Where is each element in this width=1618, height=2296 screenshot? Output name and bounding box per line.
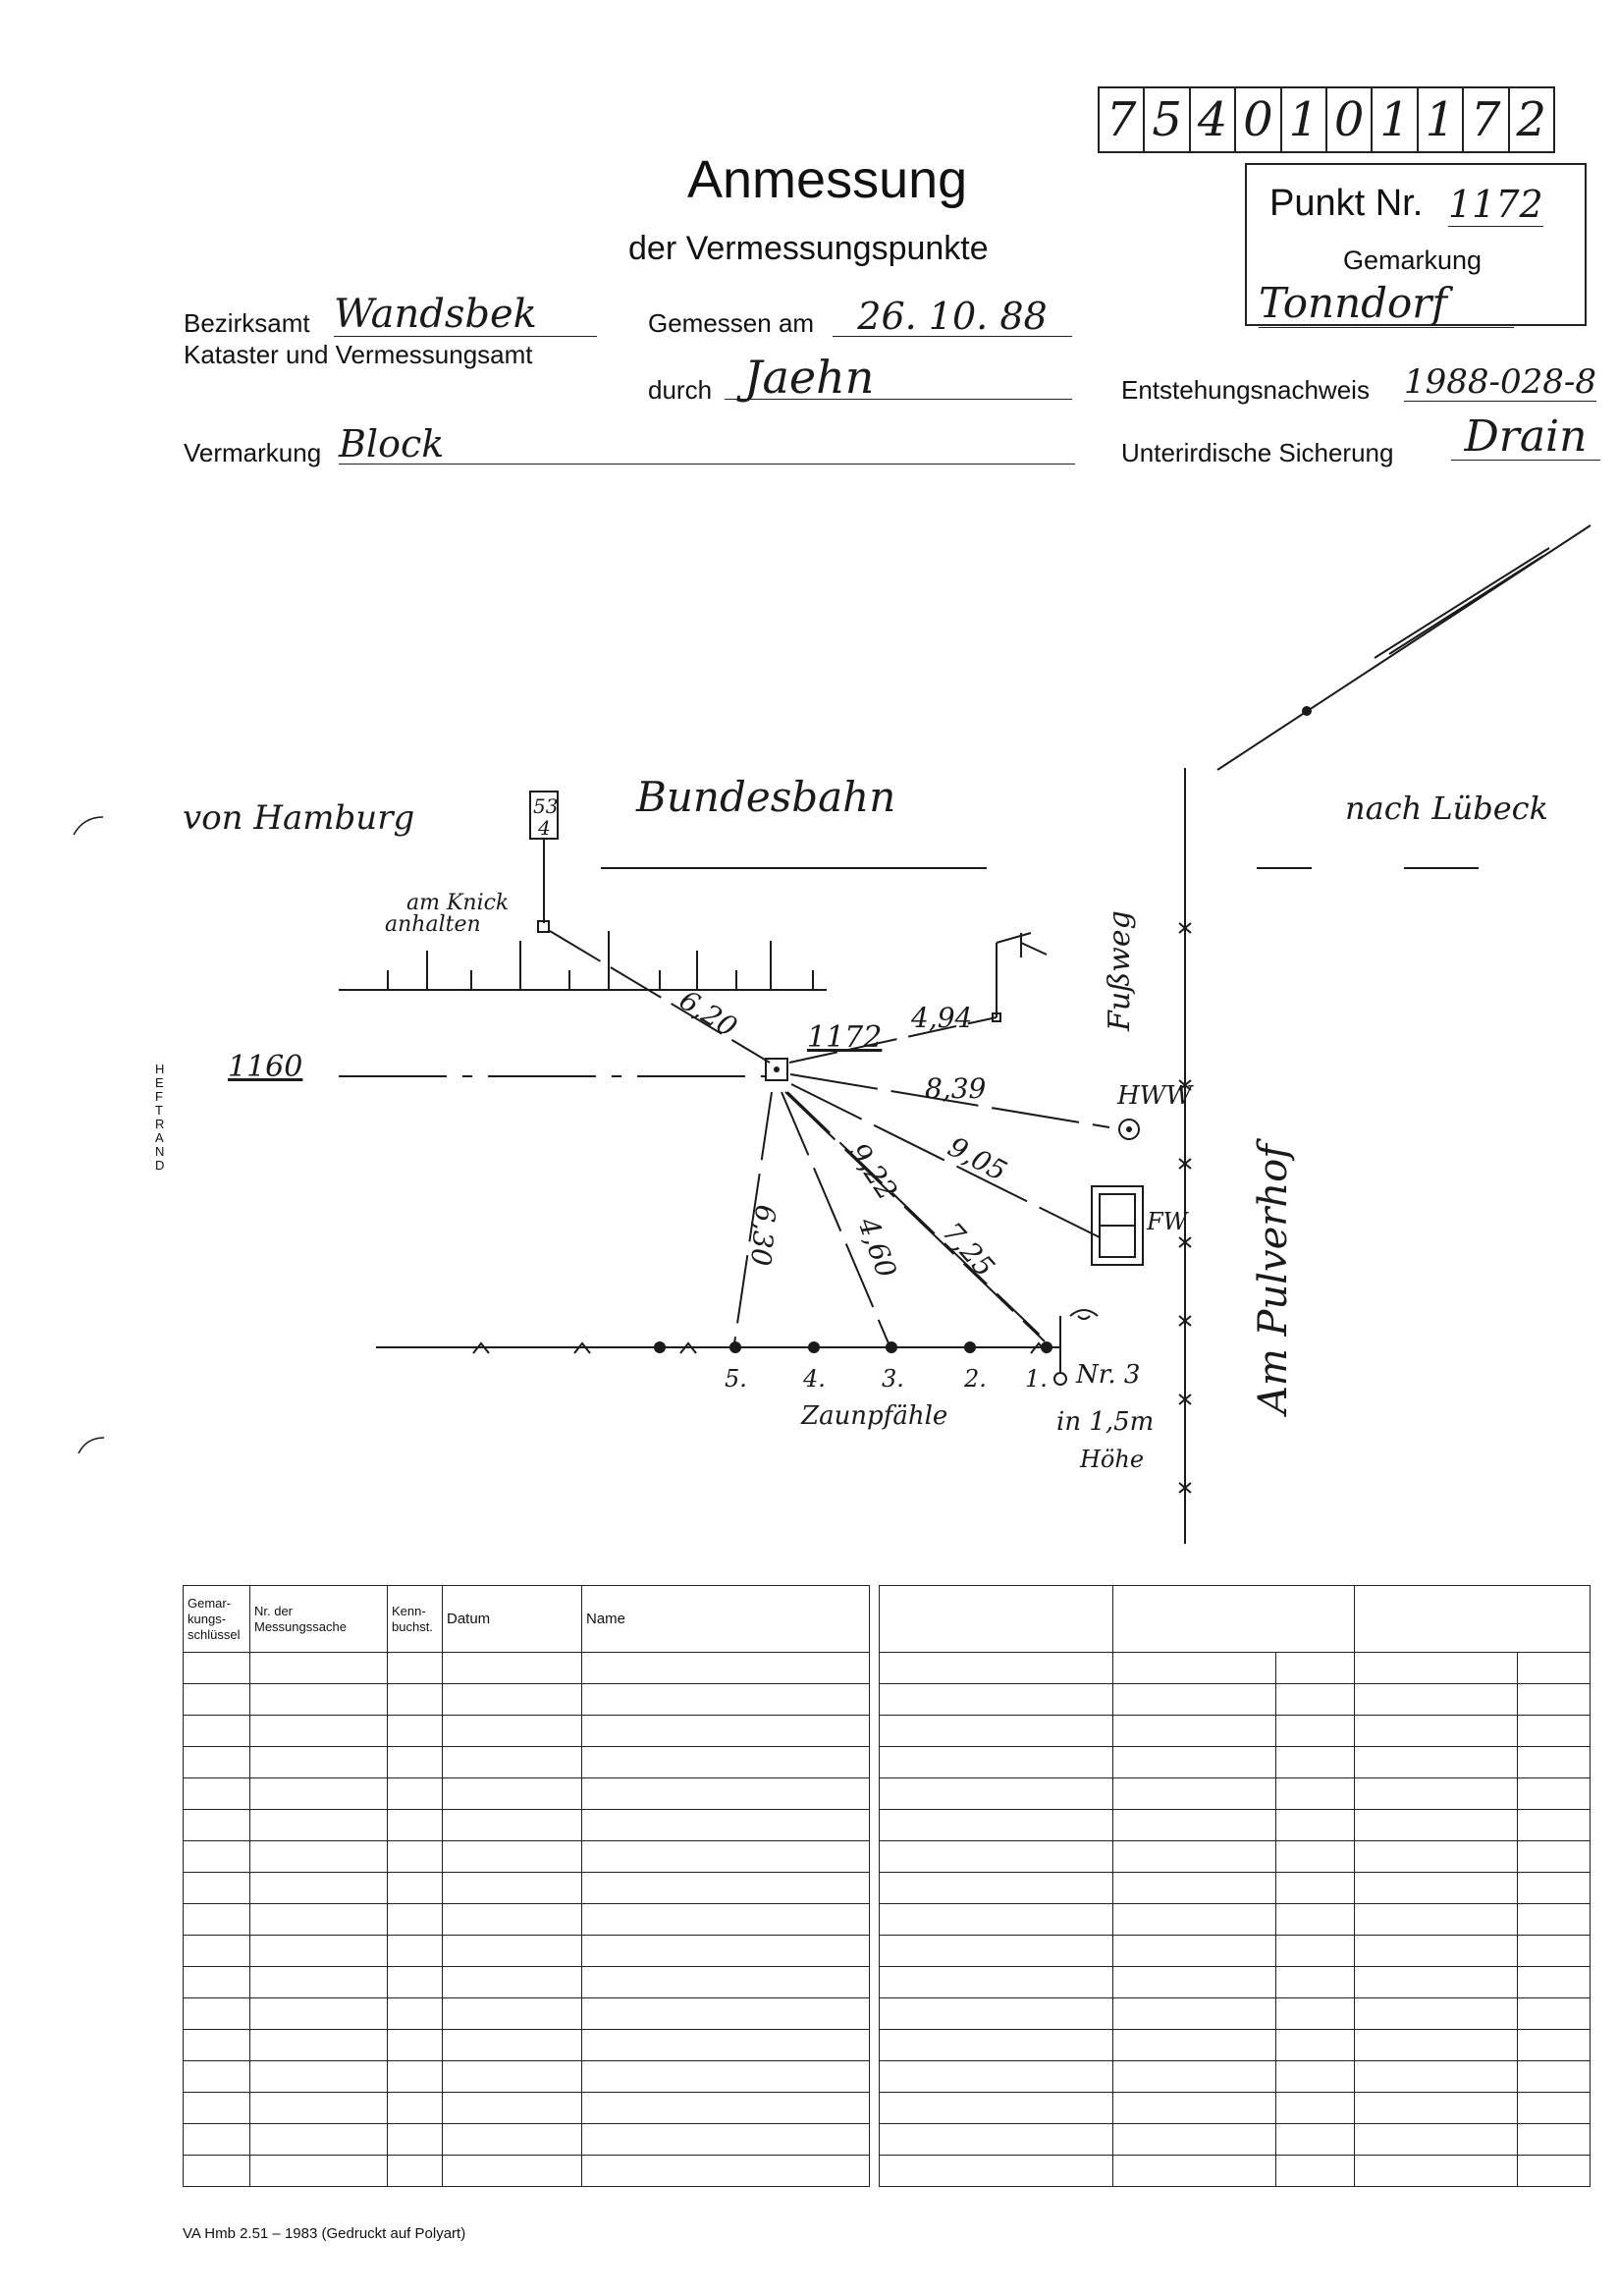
right-table-cell [1276, 1841, 1355, 1873]
right-table-cell [1276, 2093, 1355, 2124]
left-table-row [184, 1873, 870, 1904]
left-table-cell [250, 2156, 388, 2187]
kataster-label: Kataster und Vermessungsamt [184, 340, 533, 369]
left-table-cell [184, 1904, 250, 1936]
id-digit: 7 [1464, 88, 1509, 151]
left-table-cell [184, 1936, 250, 1967]
right-table-cell [1276, 2124, 1355, 2156]
left-table-cell [443, 1653, 582, 1684]
right-table-cell [880, 1998, 1113, 2030]
right-table-cell [1113, 1716, 1276, 1747]
right-table-cell [880, 1810, 1113, 1841]
right-table-cell [1518, 1936, 1591, 1967]
right-table-row [880, 1841, 1591, 1873]
id-digit: 1 [1282, 88, 1327, 151]
left-table-cell [582, 2124, 870, 2156]
right-table-cell [1355, 1810, 1518, 1841]
left-table-cell [250, 1810, 388, 1841]
entstehung-label: Entstehungsnachweis [1121, 375, 1370, 405]
left-table-cell [250, 2124, 388, 2156]
id-digit: 4 [1191, 88, 1236, 151]
left-table-cell [443, 1936, 582, 1967]
header-nr-messungssache: Nr. der Messungssache [250, 1586, 388, 1653]
post-label: 5. [725, 1365, 747, 1393]
left-table-cell [250, 1684, 388, 1716]
left-table-cell [582, 1936, 870, 1967]
left-table-cell [443, 1716, 582, 1747]
measure-620: 6,20 [674, 983, 743, 1044]
left-table-cell [250, 1747, 388, 1778]
gemessen-value: 26. 10. 88 [833, 297, 1072, 337]
right-table-row [880, 1684, 1591, 1716]
left-table-cell [184, 2030, 250, 2061]
id-digit: 7 [1100, 88, 1145, 151]
left-table-cell [582, 1841, 870, 1873]
left-table-cell [250, 2093, 388, 2124]
heftrand-label: HEFTRAND [155, 1062, 165, 1173]
measure-922: 9,22 [842, 1136, 904, 1206]
right-table-cell [1518, 1653, 1591, 1684]
right-table-cell [1276, 2030, 1355, 2061]
left-table-cell [184, 1841, 250, 1873]
left-table-cell [250, 2030, 388, 2061]
right-table-cell [1113, 2093, 1276, 2124]
left-table-cell [582, 1873, 870, 1904]
left-table-row [184, 1747, 870, 1778]
left-table-row [184, 1778, 870, 1810]
left-table-cell [388, 1967, 443, 1998]
id-digit: 2 [1516, 92, 1546, 147]
fussweg-label: Fußweg [1103, 910, 1137, 1031]
sicherung-label: Unterirdische Sicherung [1121, 438, 1394, 467]
right-table-cell [1355, 2156, 1518, 2187]
left-table-row [184, 2156, 870, 2187]
right-table-cell [1276, 1904, 1355, 1936]
left-table-cell [443, 2156, 582, 2187]
right-table-cell [880, 1747, 1113, 1778]
right-table-cell [1113, 1653, 1276, 1684]
right-table-cell [1276, 1967, 1355, 1998]
right-table-cell [880, 1936, 1113, 1967]
right-table-row [880, 1936, 1591, 1967]
left-table-cell [443, 1778, 582, 1810]
right-table-cell [880, 1904, 1113, 1936]
right-table-cell [1518, 2124, 1591, 2156]
punkt-label: Punkt Nr. [1269, 183, 1424, 224]
right-table-cell [1355, 1967, 1518, 1998]
right-table-cell [1518, 1873, 1591, 1904]
page-title: Anmessung [687, 150, 968, 209]
left-table-row [184, 1967, 870, 1998]
post-label: 1. [1025, 1365, 1048, 1393]
right-table-cell [1276, 1936, 1355, 1967]
right-table-cell [880, 1967, 1113, 1998]
left-table-cell [388, 1653, 443, 1684]
left-table-cell [443, 1873, 582, 1904]
left-table-cell [582, 1998, 870, 2030]
zaunpfaehle-label: Zaunpfähle [801, 1401, 948, 1431]
left-table-cell [582, 1747, 870, 1778]
header-datum: Datum [443, 1586, 582, 1653]
header-kennbuchst: Kenn- buchst. [388, 1586, 443, 1653]
am-knick-label: am Knick [406, 891, 510, 915]
hoehe-label-2: Höhe [1080, 1446, 1145, 1473]
ray-922 [785, 1092, 1045, 1341]
left-table-cell [443, 1904, 582, 1936]
right-table-cell [1113, 1936, 1276, 1967]
left-table-cell [184, 1810, 250, 1841]
left-table-row [184, 2124, 870, 2156]
durch-label: durch [648, 375, 713, 405]
measure-460: 4,60 [851, 1213, 903, 1283]
vermarkung-label: Vermarkung [184, 438, 322, 467]
right-table-cell [1518, 1998, 1591, 2030]
right-table-cell [1276, 1810, 1355, 1841]
right-table-cell [1355, 2124, 1518, 2156]
header-name: Name [582, 1586, 870, 1653]
right-table-cell [1276, 1747, 1355, 1778]
left-table-cell [443, 2030, 582, 2061]
left-table-cell [250, 1936, 388, 1967]
left-table-cell [443, 1747, 582, 1778]
measure-494: 4,94 [911, 1002, 973, 1034]
right-table-cell [1518, 1810, 1591, 1841]
right-table-row [880, 1873, 1591, 1904]
left-table-cell [443, 1684, 582, 1716]
right-table-row [880, 1653, 1591, 1684]
left-table-cell [250, 1873, 388, 1904]
left-table-cell [443, 2061, 582, 2093]
measure-725: 7,25 [936, 1216, 1001, 1284]
left-table-cell [582, 2030, 870, 2061]
right-table-row [880, 1904, 1591, 1936]
vermarkung-value: Block [339, 424, 1075, 465]
right-table-row [880, 1778, 1591, 1810]
measure-839: 8,39 [925, 1072, 987, 1105]
left-table-cell [388, 2156, 443, 2187]
right-table-cell [1276, 1716, 1355, 1747]
right-table-row [880, 2124, 1591, 2156]
measure-905: 9,05 [943, 1129, 1012, 1188]
right-table-cell [1355, 1716, 1518, 1747]
right-table-cell [880, 2156, 1113, 2187]
left-table-row [184, 1904, 870, 1936]
left-table-cell [582, 2093, 870, 2124]
nr3-label: Nr. 3 [1076, 1360, 1141, 1390]
right-table-cell [1355, 1653, 1518, 1684]
left-table-cell [388, 1998, 443, 2030]
left-table-cell [184, 1684, 250, 1716]
gemessen-label: Gemessen am [648, 308, 815, 338]
point-1160-label: 1160 [228, 1050, 303, 1084]
hww-label: HWW [1117, 1081, 1193, 1111]
left-table-cell [388, 2030, 443, 2061]
right-table-cell [1518, 1778, 1591, 1810]
left-table-cell [443, 1967, 582, 1998]
right-table-cell [1355, 1684, 1518, 1716]
page-subtitle: der Vermessungspunkte [628, 230, 989, 267]
left-table-cell [582, 1778, 870, 1810]
right-table-cell [1355, 1998, 1518, 2030]
railway-switch-line [1389, 556, 1543, 654]
left-table-cell [388, 2093, 443, 2124]
right-table-cell [1355, 1873, 1518, 1904]
right-table-cell [1518, 1841, 1591, 1873]
left-table-cell [184, 1778, 250, 1810]
left-table-cell [388, 1810, 443, 1841]
left-table-cell [443, 1841, 582, 1873]
id-digit: 1 [1419, 88, 1464, 151]
right-table-row [880, 1716, 1591, 1747]
right-table-cell [1113, 2061, 1276, 2093]
right-table-cell [880, 1653, 1113, 1684]
left-table-cell [250, 1653, 388, 1684]
gemarkung-value: Tonndorf [1259, 279, 1514, 328]
post-label: 3. [882, 1365, 904, 1393]
sicherung-value: Drain [1451, 414, 1600, 461]
railway-switch-line [1375, 548, 1549, 658]
nr3-marker [1054, 1373, 1066, 1385]
left-table-cell [184, 1747, 250, 1778]
left-table-cell [250, 1904, 388, 1936]
right-table-cell [1518, 1684, 1591, 1716]
right-table-cell [1113, 2124, 1276, 2156]
nach-luebeck-label: nach Lübeck [1345, 790, 1548, 827]
left-table-cell [388, 2061, 443, 2093]
right-table-row [880, 2030, 1591, 2061]
right-table-cell [1113, 2030, 1276, 2061]
entstehung-value: 1988-028-8 [1404, 362, 1597, 402]
railway-point [1303, 707, 1311, 715]
left-table-cell [250, 1998, 388, 2030]
km-sign-top: 53 [533, 794, 559, 818]
right-table-cell [1355, 2030, 1518, 2061]
von-hamburg-label: von Hamburg [183, 798, 415, 838]
right-table-cell [880, 1778, 1113, 1810]
right-table-cell [880, 1716, 1113, 1747]
ray-725 [787, 1092, 1049, 1343]
left-table-cell [443, 2124, 582, 2156]
left-table-cell [388, 1936, 443, 1967]
right-table-cell [880, 1841, 1113, 1873]
right-table-cell [1276, 2156, 1355, 2187]
right-table-cell [1355, 2061, 1518, 2093]
left-table-row [184, 1684, 870, 1716]
fw-label: FW [1147, 1208, 1188, 1235]
left-table-cell [250, 2061, 388, 2093]
right-table-cell [1518, 1716, 1591, 1747]
right-table-row [880, 2093, 1591, 2124]
left-table-cell [443, 2093, 582, 2124]
left-table-cell [388, 1747, 443, 1778]
left-table-row [184, 1653, 870, 1684]
gemarkung-label: Gemarkung [1343, 246, 1483, 275]
right-table-cell [1518, 2030, 1591, 2061]
left-table-cell [388, 1904, 443, 1936]
right-table-cell [1355, 1936, 1518, 1967]
right-table-cell [1276, 1653, 1355, 1684]
right-table-cell [1113, 1998, 1276, 2030]
right-table-cell [1113, 1778, 1276, 1810]
anhalten-label: anhalten [385, 912, 481, 937]
right-records-table [879, 1585, 1591, 2187]
id-digit: 0 [1236, 88, 1281, 151]
right-table-cell [880, 2030, 1113, 2061]
durch-value: Jaehn [725, 355, 1072, 400]
left-table-row [184, 1810, 870, 1841]
left-table-cell [582, 1904, 870, 1936]
right-table-cell [1518, 2156, 1591, 2187]
left-table-cell [184, 1716, 250, 1747]
right-table-cell [1518, 2093, 1591, 2124]
left-table-cell [250, 1716, 388, 1747]
hoehe-label-1: in 1,5m [1056, 1407, 1155, 1437]
right-table-cell [1518, 1967, 1591, 1998]
km-sign-bottom: 4 [538, 816, 551, 840]
left-table-row [184, 2061, 870, 2093]
right-table-cell [1113, 1810, 1276, 1841]
left-table-cell [443, 1810, 582, 1841]
left-table-cell [443, 1998, 582, 2030]
post-label: 2. [964, 1365, 987, 1393]
right-table-cell [1113, 1967, 1276, 1998]
left-table-cell [582, 1684, 870, 1716]
left-table-cell [250, 1841, 388, 1873]
bezirksamt-label: Bezirksamt [184, 308, 310, 338]
right-table-cell [1113, 1873, 1276, 1904]
right-table-cell [1518, 2061, 1591, 2093]
right-table-cell [1355, 1841, 1518, 1873]
right-table-cell [1113, 1684, 1276, 1716]
am-pulverhof-label: Am Pulverhof [1251, 1143, 1296, 1414]
id-digit: 5 [1145, 88, 1190, 151]
left-table-row [184, 2030, 870, 2061]
left-table-cell [388, 1841, 443, 1873]
right-table-row [880, 2156, 1591, 2187]
left-records-table [183, 1585, 870, 2187]
header-gemarkungsschluessel: Gemar- kungs- schlüssel [184, 1586, 250, 1653]
right-table-cell [880, 2124, 1113, 2156]
bundesbahn-label: Bundesbahn [636, 773, 896, 821]
right-table-cell [1113, 1904, 1276, 1936]
right-table-cell [1276, 1684, 1355, 1716]
measure-630: 6,30 [743, 1203, 782, 1268]
right-table-cell [1518, 1904, 1591, 1936]
left-table-row [184, 1841, 870, 1873]
right-table-cell [1113, 1747, 1276, 1778]
left-table-cell [184, 1967, 250, 1998]
left-table-cell [582, 2156, 870, 2187]
left-table-cell [388, 1873, 443, 1904]
left-table-cell [184, 1998, 250, 2030]
id-digit: 1 [1373, 88, 1418, 151]
left-table-cell [388, 2124, 443, 2156]
left-table-cell [250, 1967, 388, 1998]
left-table-cell [184, 1873, 250, 1904]
left-table-cell [388, 1716, 443, 1747]
bezirksamt-value: Wandsbek [334, 293, 597, 337]
right-table-cell [880, 1873, 1113, 1904]
right-table-row [880, 1747, 1591, 1778]
right-table-cell [1355, 2093, 1518, 2124]
right-table-row [880, 2061, 1591, 2093]
form-footer: VA Hmb 2.51 – 1983 (Gedruckt auf Polyart) [183, 2225, 466, 2242]
right-table-cell [880, 2061, 1113, 2093]
left-table-cell [184, 2156, 250, 2187]
left-table-row [184, 1936, 870, 1967]
left-table-cell [582, 1716, 870, 1747]
left-table-cell [582, 1653, 870, 1684]
left-table-row [184, 1716, 870, 1747]
left-table-row [184, 1998, 870, 2030]
right-table-cell [1276, 1778, 1355, 1810]
left-table-cell [582, 1810, 870, 1841]
left-table-cell [184, 2124, 250, 2156]
right-table-cell [880, 1684, 1113, 1716]
right-table-row [880, 1810, 1591, 1841]
right-table-cell [1276, 1873, 1355, 1904]
right-table-cell [1518, 1747, 1591, 1778]
right-table-row [880, 1998, 1591, 2030]
left-table-cell [388, 1684, 443, 1716]
point-1172-label: 1172 [807, 1020, 883, 1055]
punkt-value: 1172 [1448, 183, 1543, 226]
measure-line [550, 931, 770, 1063]
right-table-row [880, 1967, 1591, 1998]
left-table-cell [388, 1778, 443, 1810]
left-table-cell [184, 2061, 250, 2093]
right-table-cell [1355, 1747, 1518, 1778]
left-table-cell [184, 1653, 250, 1684]
id-digit: 0 [1327, 88, 1373, 151]
right-table-cell [1113, 1841, 1276, 1873]
left-table-cell [582, 2061, 870, 2093]
left-table-cell [582, 1967, 870, 1998]
right-table-cell [1113, 2156, 1276, 2187]
right-table-cell [1276, 2061, 1355, 2093]
left-table-row [184, 2093, 870, 2124]
left-table-cell [184, 2093, 250, 2124]
right-table-cell [1355, 1904, 1518, 1936]
right-table-cell [1276, 1998, 1355, 2030]
post-label: 4. [803, 1365, 826, 1393]
ray-905 [791, 1084, 1100, 1237]
right-table-cell [1355, 1778, 1518, 1810]
left-table-cell [250, 1778, 388, 1810]
right-table-cell [880, 2093, 1113, 2124]
